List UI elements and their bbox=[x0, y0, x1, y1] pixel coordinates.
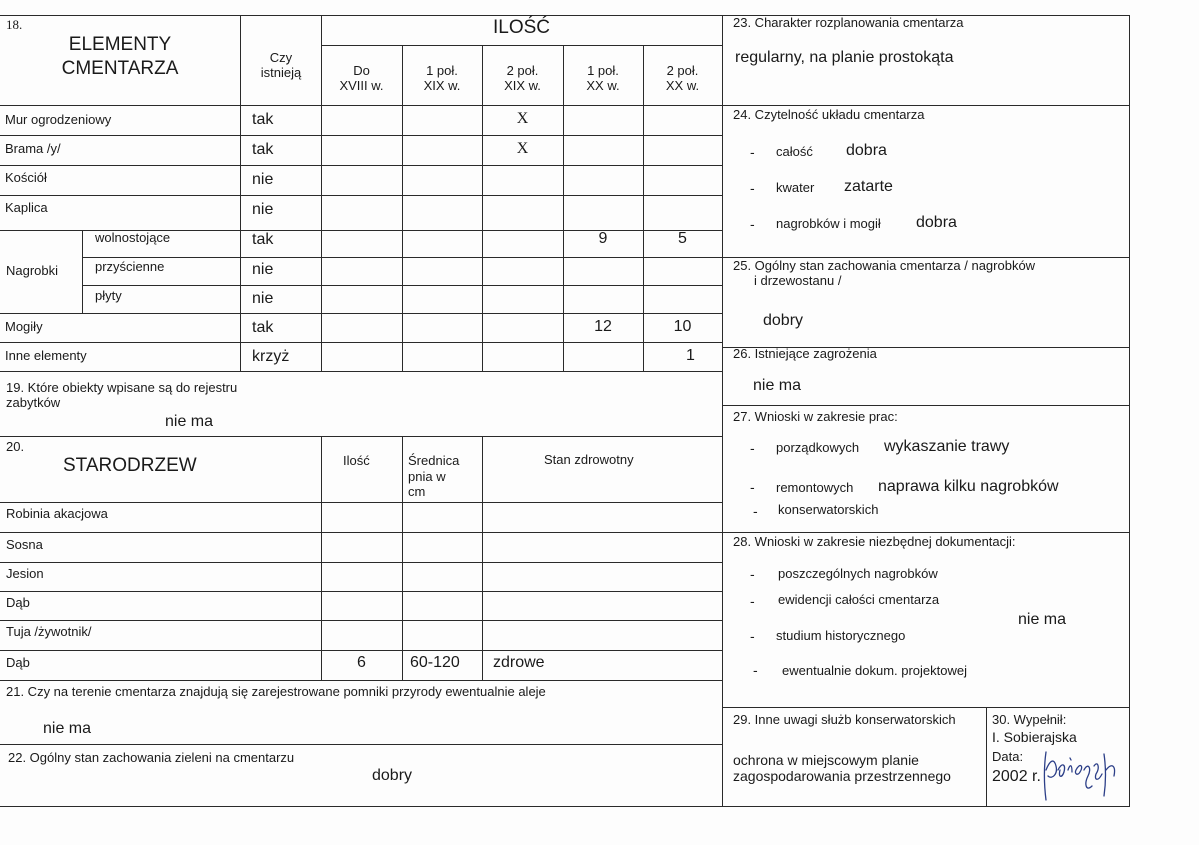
column-header: istnieją bbox=[260, 65, 302, 80]
grid-line bbox=[0, 744, 723, 745]
item-value: wykaszanie trawy bbox=[884, 438, 1010, 455]
list-bullet: - bbox=[750, 628, 755, 644]
list-bullet: - bbox=[753, 662, 758, 678]
answer-text: nie ma bbox=[165, 413, 214, 430]
exists-value: nie bbox=[252, 290, 274, 307]
answer-text: dobry bbox=[763, 312, 804, 329]
exists-value: nie bbox=[252, 171, 274, 188]
answer-text: dobry bbox=[372, 767, 413, 784]
item-label: nagrobków i mogił bbox=[776, 216, 881, 231]
question-text: zabytków bbox=[6, 395, 61, 410]
grid-line bbox=[0, 342, 723, 343]
answer-text: regularny, na planie prostokąta bbox=[735, 49, 954, 66]
row-label: Mogiły bbox=[5, 319, 43, 334]
item-value: zatarte bbox=[844, 178, 893, 195]
row-label: Kaplica bbox=[5, 200, 48, 215]
list-bullet: - bbox=[753, 503, 758, 519]
exists-value: krzyż bbox=[252, 348, 290, 365]
item-label: kwater bbox=[776, 180, 815, 195]
column-header: Ilość bbox=[343, 453, 370, 468]
tree-row-label: Tuja /żywotnik/ bbox=[6, 624, 92, 639]
item-label: ewidencji całości cmentarza bbox=[778, 592, 940, 607]
answer-text: nie ma bbox=[1018, 611, 1067, 628]
row-label: Kościół bbox=[5, 170, 47, 185]
row-label: Brama /y/ bbox=[5, 141, 61, 156]
period-header: Do bbox=[353, 63, 370, 78]
exists-value: nie bbox=[252, 201, 274, 218]
answer-text: ochrona w miejscowym planie bbox=[733, 752, 919, 768]
date-value: 2002 r. bbox=[992, 768, 1041, 785]
period-header: 1 poł. bbox=[426, 63, 458, 78]
tree-row-label: Dąb bbox=[6, 595, 30, 610]
row-label: Inne elementy bbox=[5, 348, 87, 363]
row-label: Mur ogrodzeniowy bbox=[5, 112, 112, 127]
exists-value: tak bbox=[252, 111, 274, 128]
grid-line bbox=[722, 532, 1130, 533]
grid-line bbox=[722, 105, 1130, 106]
count-cell: X bbox=[516, 110, 529, 127]
column-header: Czy bbox=[269, 50, 293, 65]
count-cell: 9 bbox=[598, 230, 608, 247]
grid-line bbox=[0, 313, 723, 314]
grid-line bbox=[986, 707, 987, 807]
answer-text: nie ma bbox=[43, 720, 92, 737]
grid-line bbox=[82, 257, 723, 258]
grid-line bbox=[82, 285, 723, 286]
tree-row-label: Robinia akacjowa bbox=[6, 506, 108, 521]
list-bullet: - bbox=[750, 216, 755, 232]
question-text: 25. Ogólny stan zachowania cmentarza / nagrobków bbox=[733, 258, 1036, 273]
column-header: ILOŚĆ bbox=[492, 17, 551, 38]
signature-image bbox=[1040, 740, 1122, 806]
item-label: ewentualnie dokum. projektowej bbox=[782, 663, 967, 678]
tree-row-label: Dąb bbox=[6, 655, 30, 670]
grid-line bbox=[402, 436, 403, 681]
grid-line bbox=[321, 436, 322, 681]
column-header: Średnica bbox=[408, 453, 460, 468]
section-number: 20. bbox=[6, 439, 25, 454]
period-header: 2 poł. bbox=[666, 63, 699, 78]
list-bullet: - bbox=[750, 180, 755, 196]
list-bullet: - bbox=[750, 479, 755, 495]
grid-line bbox=[0, 502, 723, 503]
column-header: cm bbox=[408, 484, 426, 499]
grid-line bbox=[0, 620, 723, 621]
answer-text: nie ma bbox=[753, 377, 802, 394]
count-cell: X bbox=[516, 140, 529, 157]
grid-line bbox=[0, 436, 723, 437]
question-text: 29. Inne uwagi służb konserwatorskich bbox=[733, 712, 956, 727]
column-header: Stan zdrowotny bbox=[544, 452, 634, 467]
date-label: Data: bbox=[992, 749, 1024, 764]
question-text: 26. Istniejące zagrożenia bbox=[733, 346, 877, 361]
exists-value: tak bbox=[252, 231, 274, 248]
grid-line bbox=[0, 591, 723, 592]
question-text: 19. Które obiekty wpisane są do rejestru bbox=[6, 380, 238, 395]
grid-line bbox=[0, 105, 723, 106]
count-cell: 10 bbox=[673, 318, 692, 335]
tree-row-label: Sosna bbox=[6, 537, 43, 552]
question-text: 28. Wnioski w zakresie niezbędnej dokumentacji: bbox=[733, 534, 1016, 549]
row-label: płyty bbox=[95, 288, 122, 303]
row-label: przyścienne bbox=[95, 259, 165, 274]
grid-line bbox=[0, 562, 723, 563]
grid-line bbox=[0, 680, 723, 681]
item-label: porządkowych bbox=[776, 440, 860, 455]
question-text: 27. Wnioski w zakresie prac: bbox=[733, 409, 898, 424]
count-cell: 5 bbox=[678, 230, 687, 247]
grid-line bbox=[0, 195, 723, 196]
grid-line bbox=[82, 230, 83, 313]
section-title: STARODRZEW bbox=[63, 455, 197, 476]
grid-line bbox=[722, 15, 723, 807]
period-header: 2 poł. bbox=[506, 63, 539, 78]
grid-line bbox=[0, 165, 723, 166]
period-header: 1 poł. bbox=[587, 63, 619, 78]
grid-line bbox=[0, 135, 723, 136]
grid-line bbox=[0, 532, 723, 533]
question-text: 30. Wypełnił: bbox=[992, 712, 1067, 727]
count-cell: 12 bbox=[594, 318, 612, 335]
item-label: remontowych bbox=[776, 480, 854, 495]
question-text: 23. Charakter rozplanowania cmentarza bbox=[733, 15, 964, 30]
count-cell: 1 bbox=[686, 347, 695, 364]
grid-line bbox=[0, 371, 723, 372]
group-label: Nagrobki bbox=[6, 263, 59, 278]
grid-line bbox=[0, 806, 1130, 807]
tree-diameter: 60-120 bbox=[410, 654, 460, 671]
item-value: dobra bbox=[846, 142, 887, 159]
section-number: 18. bbox=[6, 17, 23, 32]
grid-line bbox=[722, 405, 1130, 406]
exists-value: nie bbox=[252, 261, 274, 278]
period-header: XIX w. bbox=[504, 78, 541, 93]
period-header: XX w. bbox=[586, 78, 620, 93]
question-text: 24. Czytelność układu cmentarza bbox=[733, 107, 925, 122]
period-header: XIX w. bbox=[423, 78, 461, 93]
exists-value: tak bbox=[252, 319, 274, 336]
grid-line bbox=[482, 436, 483, 681]
grid-line bbox=[722, 707, 1130, 708]
column-header: pnia w bbox=[408, 469, 446, 484]
section-title: CMENTARZA bbox=[61, 58, 179, 79]
question-text: i drzewostanu / bbox=[754, 273, 842, 288]
item-value: dobra bbox=[916, 214, 957, 231]
section-title: ELEMENTY bbox=[68, 34, 172, 55]
grid-line bbox=[0, 650, 723, 651]
list-bullet: - bbox=[750, 144, 755, 160]
tree-health: zdrowe bbox=[493, 654, 545, 671]
item-label: całość bbox=[776, 144, 813, 159]
exists-value: tak bbox=[252, 141, 274, 158]
answer-text: zagospodarowania przestrzennego bbox=[733, 768, 951, 784]
question-text: 22. Ogólny stan zachowania zieleni na cmentarzu bbox=[8, 750, 295, 765]
tree-row-label: Jesion bbox=[6, 566, 44, 581]
item-label: poszczególnych nagrobków bbox=[778, 566, 938, 581]
filled-by-name: I. Sobierajska bbox=[992, 729, 1077, 745]
question-text: 21. Czy na terenie cmentarza znajdują się zarejestrowane pomniki przyrody ewentualnie aleje bbox=[6, 684, 546, 699]
item-label: konserwatorskich bbox=[778, 502, 879, 517]
row-label: wolnostojące bbox=[95, 230, 171, 245]
item-label: studium historycznego bbox=[776, 628, 906, 643]
list-bullet: - bbox=[750, 593, 755, 609]
list-bullet: - bbox=[750, 566, 755, 582]
tree-count: 6 bbox=[357, 654, 366, 671]
period-header: XX w. bbox=[665, 78, 700, 93]
list-bullet: - bbox=[750, 440, 755, 456]
grid-line bbox=[1129, 15, 1130, 807]
item-value: naprawa kilku nagrobków bbox=[878, 478, 1059, 495]
grid-line bbox=[321, 45, 723, 46]
period-header: XVIII w. bbox=[339, 78, 384, 93]
